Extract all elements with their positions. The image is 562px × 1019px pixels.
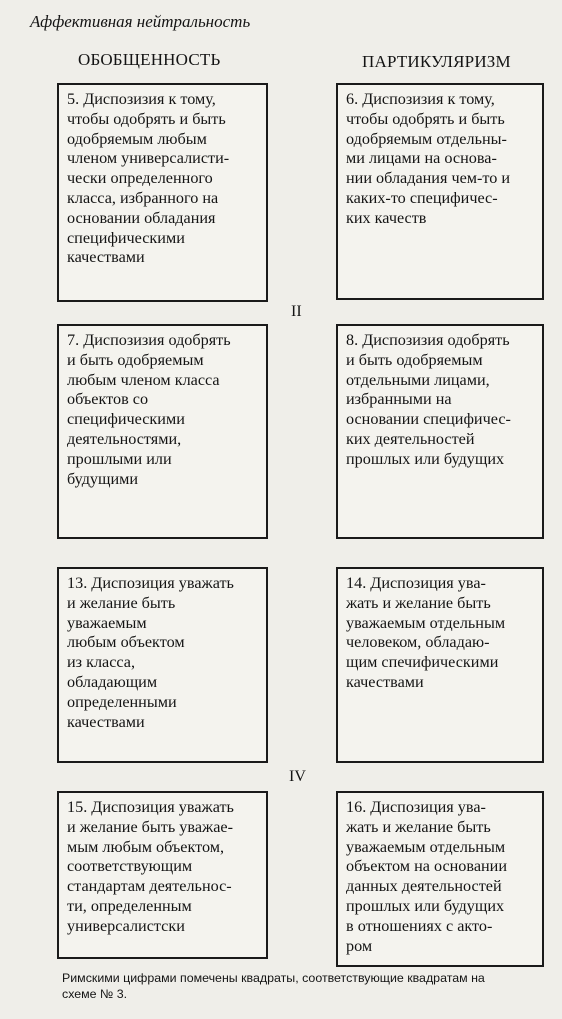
cell-line: и желание быть уважае- bbox=[67, 817, 233, 836]
cell-line: универсалистски bbox=[67, 916, 185, 935]
cell-line: класса, избранного на bbox=[67, 188, 219, 207]
cell-line: каких-то специфичес- bbox=[346, 188, 498, 207]
cell-line: уважаемым отдельным bbox=[346, 613, 506, 632]
cell-line: стандартам деятельнос- bbox=[67, 877, 232, 896]
cell-line: одобряемым отдельны- bbox=[346, 129, 507, 148]
footnote-line: Римскими цифрами помечены квадраты, соответствующие квадратам на bbox=[62, 971, 485, 985]
cell-line: уважаемым отдельным bbox=[346, 837, 506, 856]
cell-line: уважаемым bbox=[67, 613, 147, 632]
quadrant-label-iv: IV bbox=[289, 768, 306, 785]
cell-line: в отношениях с акто- bbox=[346, 916, 493, 935]
page-title: Аффективная нейтральность bbox=[30, 12, 251, 31]
cell-line: 15. Диспозиция уважать bbox=[67, 798, 234, 816]
column-header-universalism: ОБОБЩЕННОСТЬ bbox=[78, 50, 221, 69]
cell-line: прошлых или будущих bbox=[346, 896, 505, 915]
cell-line: ром bbox=[346, 936, 373, 955]
cell-line: соответствующим bbox=[67, 857, 193, 876]
cell-line: ких качеств bbox=[346, 208, 427, 227]
cell-line: обладающим bbox=[67, 672, 158, 691]
cell-line: ких деятельностей bbox=[346, 429, 475, 448]
cell-14 bbox=[336, 567, 544, 763]
cell-line: будущими bbox=[67, 469, 139, 488]
cell-line: чтобы одобрять и быть bbox=[346, 109, 505, 128]
footnote-line: схеме № 3. bbox=[62, 987, 128, 1001]
cell-line: жать и желание быть bbox=[346, 817, 491, 836]
cell-line: основании специфичес- bbox=[346, 410, 511, 429]
cell-line: 7. Диспозизия одобрять bbox=[67, 331, 231, 349]
cell-line: объектов со bbox=[67, 390, 149, 409]
cell-line: объектом на основании bbox=[346, 857, 508, 876]
cell-line: человеком, обладаю- bbox=[346, 633, 490, 652]
cell-6 bbox=[336, 83, 544, 300]
cell-line: щим спечифическими bbox=[346, 653, 499, 672]
cell-line: специфическими bbox=[67, 410, 185, 429]
cell-line: любым объектом bbox=[67, 633, 185, 652]
cell-line: ми лицами на основа- bbox=[346, 149, 497, 168]
cell-line: и желание быть bbox=[67, 593, 176, 612]
cell-line: жать и желание быть bbox=[346, 593, 491, 612]
footnote bbox=[62, 970, 557, 1002]
cell-13 bbox=[57, 567, 268, 763]
cell-line: 13. Диспозиция уважать bbox=[67, 574, 234, 592]
cell-line: 8. Диспозизия одобрять bbox=[346, 331, 510, 349]
cell-line: избранными на bbox=[346, 390, 452, 409]
cell-5 bbox=[57, 83, 268, 302]
cell-7 bbox=[57, 324, 268, 539]
cell-16 bbox=[336, 791, 544, 967]
cell-line: деятельностями, bbox=[67, 429, 182, 448]
cell-line: чтобы одобрять и быть bbox=[67, 109, 226, 128]
cell-15 bbox=[57, 791, 268, 959]
cell-line: качествами bbox=[67, 712, 145, 731]
cell-line: 16. Диспозиция ува- bbox=[346, 798, 486, 816]
cell-line: 14. Диспозиция ува- bbox=[346, 574, 486, 592]
cell-line: чески определенного bbox=[67, 169, 213, 188]
cell-line: любым членом класса bbox=[67, 370, 220, 389]
cell-line: качествами bbox=[67, 248, 145, 267]
cell-line: ти, определенным bbox=[67, 896, 192, 915]
cell-line: и быть одобряемым bbox=[67, 350, 204, 369]
cell-line: одобряемым любым bbox=[67, 129, 207, 148]
cell-line: основании обладания bbox=[67, 208, 216, 227]
cell-line: данных деятельностей bbox=[346, 877, 502, 896]
cell-line: и быть одобряемым bbox=[346, 350, 483, 369]
cell-line: мым любым объектом, bbox=[67, 837, 225, 856]
cell-line: качествами bbox=[346, 672, 424, 691]
cell-line: 6. Диспозизия к тому, bbox=[346, 90, 495, 108]
cell-line: отдельными лицами, bbox=[346, 370, 490, 389]
cell-line: из класса, bbox=[67, 653, 136, 672]
cell-line: прошлых или будущих bbox=[346, 449, 505, 468]
cell-line: определенными bbox=[67, 692, 177, 711]
cell-line: 5. Диспозизия к тому, bbox=[67, 90, 216, 108]
cell-line: членом универсалисти- bbox=[67, 149, 230, 168]
quadrant-label-ii: II bbox=[291, 303, 302, 320]
cell-8 bbox=[336, 324, 544, 539]
cell-line: специфическими bbox=[67, 228, 185, 247]
cell-line: нии обладания чем-то и bbox=[346, 169, 511, 188]
cell-line: прошлыми или bbox=[67, 449, 172, 468]
column-header-particularism: ПАРТИКУЛЯРИЗМ bbox=[362, 52, 511, 71]
